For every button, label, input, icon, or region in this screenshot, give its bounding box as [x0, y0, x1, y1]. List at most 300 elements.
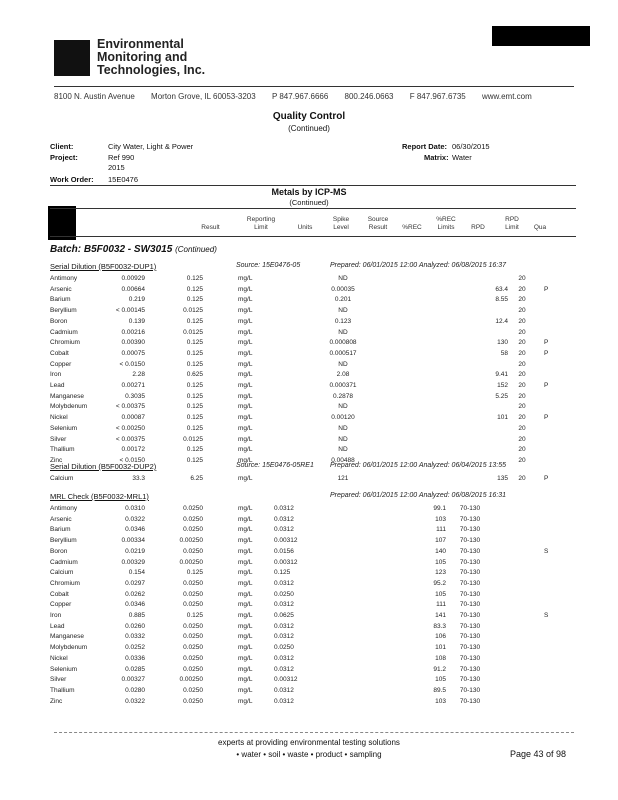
cell-a: Antimony: [50, 275, 78, 282]
cell-rpd: 130: [497, 339, 508, 347]
cell-rpd: 8.55: [495, 296, 508, 304]
cell-rlim: 20: [518, 296, 526, 304]
table-row: [50, 371, 570, 382]
table-row: [50, 591, 570, 602]
cell-r: 0.0260: [125, 622, 145, 630]
table-row: [50, 446, 570, 457]
cell-rpd: 101: [497, 414, 508, 422]
company-phone: P 847.967.6666: [271, 92, 329, 101]
cell-u: mg/L: [238, 424, 253, 432]
cell-r: 0.154: [128, 569, 145, 577]
cell-sk: 0.0625: [274, 612, 294, 619]
cell-rlim: 20: [518, 328, 526, 336]
cell-u: mg/L: [238, 644, 253, 652]
col-spike-level: [326, 216, 356, 232]
col-spike-level-line: Level: [333, 224, 349, 231]
cell-lim: 70-130: [459, 697, 481, 705]
cell-sk: 0.125: [274, 569, 291, 577]
table-row: [50, 644, 570, 655]
table-row: [50, 516, 570, 527]
col-spike-level-line: Spike: [332, 216, 350, 223]
cell-sk: 0.0250: [274, 590, 294, 598]
cell-a: Calcium: [50, 569, 74, 577]
company-fax: F 847.967.6735: [409, 92, 466, 101]
cell-a: Cobalt: [50, 349, 69, 357]
table-row: [50, 318, 570, 329]
cell-a: Lead: [50, 622, 65, 630]
cell-rl: 0.125: [186, 296, 203, 304]
cell-sr: 0.000371: [329, 382, 357, 389]
cell-r: 0.0297: [125, 579, 145, 587]
table-row: [50, 475, 570, 486]
cell-a: Copper: [50, 360, 72, 368]
cell-u: mg/L: [238, 515, 253, 523]
qc-group-prepared: Prepared: 06/01/2015 12:00 Analyzed: 06/04/2015 13:55: [330, 462, 507, 469]
col-source-result-line: Source: [367, 216, 389, 223]
cell-r: < 0.00375: [115, 403, 145, 411]
cell-rec: 141: [435, 612, 446, 619]
cell-u: mg/L: [238, 392, 253, 400]
table-row: [50, 393, 570, 404]
cell-lim: 70-130: [459, 590, 481, 598]
cell-rec: 111: [436, 526, 446, 534]
cell-rl: 0.125: [186, 285, 203, 293]
cell-rec: 99.1: [433, 505, 446, 512]
redaction-block: [492, 26, 590, 46]
cell-sk: 0.0312: [274, 633, 294, 641]
info-divider: [50, 185, 576, 186]
cell-r: 0.0322: [125, 697, 145, 705]
table-row: [50, 307, 570, 318]
col-rpd-limit-line: RPD: [505, 216, 519, 223]
cell-rpd: 5.25: [495, 392, 508, 400]
cell-rec: 106: [435, 633, 446, 641]
cell-u: mg/L: [238, 697, 253, 705]
cell-rlim: 20: [518, 456, 526, 464]
cell-a: Thallium: [50, 686, 75, 694]
cell-rlim: 20: [518, 285, 526, 293]
cell-rec: 111: [436, 601, 446, 609]
cell-sr: 121: [337, 475, 349, 482]
batch-title: [50, 244, 217, 255]
qc-group-source: Source: 15E0476-05: [236, 262, 301, 269]
cell-r: 0.0346: [125, 526, 145, 534]
table-row: [50, 339, 570, 350]
cell-sr: ND: [338, 435, 348, 443]
cell-q: P: [544, 349, 549, 357]
cell-a: Nickel: [50, 654, 68, 662]
cell-rl: 0.0250: [183, 633, 203, 641]
project-label: Project:: [50, 153, 78, 162]
cell-a: Selenium: [50, 424, 78, 432]
table-row: [50, 425, 570, 436]
page-title: Quality Control: [272, 111, 346, 122]
cell-a: Chromium: [50, 339, 80, 347]
cell-sk: 0.0312: [274, 665, 294, 673]
cell-a: Selenium: [50, 665, 78, 673]
cell-rec: 103: [435, 515, 446, 523]
cell-u: mg/L: [238, 275, 253, 282]
cell-lim: 70-130: [459, 665, 481, 673]
cell-r: 0.00075: [121, 349, 145, 357]
table-row: [50, 601, 570, 612]
table-row: [50, 537, 570, 548]
cell-lim: 70-130: [459, 569, 481, 577]
cell-q: P: [544, 414, 549, 422]
cell-rec: 108: [435, 654, 446, 662]
section-title: Metals by ICP-MS: [271, 187, 347, 197]
cell-u: mg/L: [238, 349, 253, 357]
cell-a: Boron: [50, 317, 68, 325]
cell-a: Thallium: [50, 446, 75, 454]
table-row: [50, 633, 570, 644]
cell-a: Beryllium: [50, 537, 77, 545]
company-address-line: [54, 92, 546, 101]
table-row: [50, 329, 570, 340]
cell-r: < 0.0150: [119, 360, 145, 368]
cell-u: mg/L: [238, 612, 253, 619]
cell-sr: 0.00488: [331, 456, 355, 464]
project-value-2: 2015: [108, 163, 125, 172]
cell-r: 0.00334: [121, 537, 145, 545]
col-rec-limits-line: %REC: [436, 216, 456, 223]
col-qualifier: Qua: [533, 224, 547, 231]
col-reporting-limit-line: Reporting: [246, 216, 276, 223]
table-row: [50, 687, 570, 698]
cell-lim: 70-130: [459, 526, 481, 534]
table-row: [50, 382, 570, 393]
workorder-label: Work Order:: [50, 175, 94, 184]
cell-u: mg/L: [238, 622, 253, 630]
report-date-label: Report Date:: [402, 142, 448, 151]
cell-rl: 0.125: [186, 275, 203, 282]
cell-lim: 70-130: [459, 654, 481, 662]
cell-rl: 0.125: [186, 414, 203, 422]
cell-u: mg/L: [238, 328, 253, 336]
cell-rl: 0.0250: [183, 505, 203, 512]
cell-q: P: [544, 475, 549, 482]
table-row: [50, 559, 570, 570]
cell-r: 0.885: [128, 612, 145, 619]
cell-sk: 0.0312: [274, 697, 294, 705]
cell-r: 0.00327: [121, 676, 145, 684]
project-value: Ref 990: [108, 153, 135, 162]
cell-r: 0.0285: [125, 665, 145, 673]
cell-lim: 70-130: [459, 547, 481, 555]
cell-r: 0.0262: [125, 590, 145, 598]
cell-r: 0.00664: [121, 285, 145, 293]
cell-lim: 70-130: [459, 579, 481, 587]
col-units: Units: [297, 224, 313, 231]
cell-u: mg/L: [238, 558, 253, 566]
cell-sk: 0.0156: [274, 547, 294, 555]
col-reporting-limit-line: Limit: [254, 224, 268, 231]
cell-u: mg/L: [238, 686, 253, 694]
company-name-line: Technologies, Inc.: [97, 63, 206, 77]
cell-r: 0.00271: [121, 382, 145, 389]
cell-a: Arsenic: [50, 515, 72, 523]
table-row: [50, 623, 570, 634]
table-row: [50, 350, 570, 361]
cell-rl: 0.0250: [183, 697, 203, 705]
cell-r: 0.0252: [125, 644, 145, 652]
cell-rlim: 20: [518, 475, 526, 482]
cell-u: mg/L: [238, 403, 253, 411]
cell-rpd: 12.4: [495, 317, 508, 325]
cell-a: Molybdenum: [50, 644, 88, 652]
cell-a: Cadmium: [50, 328, 78, 336]
cell-rl: 0.0125: [183, 328, 203, 336]
cell-sr: 0.000517: [329, 349, 357, 357]
cell-u: mg/L: [238, 633, 253, 641]
table-row: [50, 403, 570, 414]
cell-rl: 0.125: [186, 360, 203, 368]
cell-rpd: 135: [497, 475, 508, 482]
cell-r: 0.0322: [125, 515, 145, 523]
cell-rlim: 20: [518, 392, 526, 400]
col-rec: %REC: [402, 224, 422, 231]
cell-u: mg/L: [238, 414, 253, 422]
cell-sr: ND: [338, 424, 348, 432]
table-row: [50, 580, 570, 591]
cell-rl: 0.125: [186, 612, 203, 619]
cell-u: mg/L: [238, 537, 253, 545]
table-row: [50, 275, 570, 286]
cell-u: mg/L: [238, 456, 253, 464]
col-rpd-limit-line: Limit: [505, 224, 519, 231]
cell-a: Cadmium: [50, 558, 78, 566]
report-date-value: 06/30/2015: [452, 142, 490, 151]
client-value: City Water, Light & Power: [108, 142, 194, 151]
cell-rl: 0.125: [186, 403, 203, 411]
table-row: [50, 436, 570, 447]
cell-rl: 0.125: [186, 339, 203, 347]
cell-lim: 70-130: [459, 515, 481, 523]
cell-r: 0.139: [128, 317, 145, 325]
cell-rlim: 20: [518, 414, 526, 422]
cell-q: P: [544, 382, 549, 389]
batch-label: Batch: B5F0032 - SW3015: [50, 244, 173, 255]
cell-u: mg/L: [238, 676, 253, 684]
cell-rl: 0.0250: [183, 526, 203, 534]
workorder-value: 15E0476: [108, 175, 139, 184]
cell-rl: 0.0250: [183, 515, 203, 523]
cell-u: mg/L: [238, 526, 253, 534]
cell-a: Silver: [50, 676, 67, 684]
cell-rl: 0.0250: [183, 644, 203, 652]
matrix-label: Matrix:: [424, 153, 449, 162]
cell-r: 0.0280: [125, 686, 145, 694]
cell-rlim: 20: [518, 403, 526, 411]
cell-rl: 0.0250: [183, 601, 203, 609]
cell-sk: 0.0312: [274, 526, 294, 534]
table-row: [50, 526, 570, 537]
cell-a: Antimony: [50, 505, 78, 512]
cell-rec: 105: [435, 558, 446, 566]
table-row: [50, 612, 570, 623]
cell-a: Chromium: [50, 579, 80, 587]
qc-group-title: Serial Dilution (B5F0032-DUP2): [50, 462, 157, 471]
cell-r: 0.0332: [125, 633, 145, 641]
cell-q: S: [544, 612, 549, 619]
cell-rec: 101: [435, 644, 446, 652]
page-subtitle: (Continued): [288, 124, 330, 133]
cell-a: Boron: [50, 547, 68, 555]
cell-r: < 0.00375: [115, 435, 145, 443]
cell-rec: 89.5: [433, 686, 446, 694]
cell-sr: ND: [338, 446, 348, 454]
cell-sk: 0.0312: [274, 579, 294, 587]
col-rec-limits-line: Limits: [437, 224, 455, 231]
qc-group-title: Serial Dilution (B5F0032-DUP1): [50, 262, 157, 271]
matrix-value: Water: [452, 153, 472, 162]
table-row: [50, 286, 570, 297]
cell-sr: 2.08: [336, 371, 350, 379]
column-header-top-rule: [50, 208, 576, 209]
cell-sk: 0.0312: [274, 654, 294, 662]
cell-rec: 91.2: [433, 665, 446, 673]
cell-lim: 70-130: [459, 601, 481, 609]
cell-sk: 0.0312: [274, 505, 294, 512]
cell-rlim: 20: [518, 307, 526, 315]
cell-u: mg/L: [238, 317, 253, 325]
cell-r: 0.00329: [121, 558, 145, 566]
cell-u: mg/L: [238, 547, 253, 555]
cell-u: mg/L: [238, 285, 253, 293]
cell-a: Iron: [50, 612, 62, 619]
cell-a: Lead: [50, 382, 65, 389]
cell-rpd: 9.41: [495, 371, 508, 379]
cell-sr: 0.000808: [329, 339, 357, 347]
cell-sr: ND: [338, 403, 348, 411]
table-row: [50, 414, 570, 425]
cell-r: 0.0346: [125, 601, 145, 609]
cell-sk: 0.0250: [274, 644, 294, 652]
cell-rlim: 20: [518, 275, 526, 282]
cell-r: 0.0219: [125, 547, 145, 555]
table-row: [50, 698, 570, 709]
col-result: Result: [201, 224, 220, 231]
client-label: Client:: [50, 142, 74, 151]
col-source-result: [360, 216, 396, 232]
cell-rlim: 20: [518, 360, 526, 368]
cell-sk: 0.0312: [274, 622, 294, 630]
cell-u: mg/L: [238, 569, 253, 577]
table-row: [50, 666, 570, 677]
cell-r: 0.3035: [125, 392, 145, 400]
company-name-line: Environmental: [97, 37, 184, 51]
footer-services: • water • soil • waste • product • sampling: [236, 750, 382, 759]
cell-u: mg/L: [238, 446, 253, 454]
cell-u: mg/L: [238, 360, 253, 368]
cell-rl: 0.125: [186, 446, 203, 454]
batch-continued: (Continued): [175, 245, 217, 254]
cell-rec: 95.2: [433, 579, 446, 587]
cell-q: P: [544, 285, 549, 293]
col-rpd: RPD: [471, 224, 485, 231]
cell-rl: 0.00250: [179, 676, 203, 684]
cell-r: < 0.00145: [115, 307, 145, 315]
cell-lim: 70-130: [459, 676, 481, 684]
cell-sr: 0.2878: [333, 392, 353, 400]
cell-rlim: 20: [518, 435, 526, 443]
cell-rl: 0.125: [186, 569, 203, 577]
company-name: [97, 38, 205, 77]
qc-group-title: MRL Check (B5F0032-MRL1): [50, 492, 149, 501]
cell-r: 0.0310: [125, 505, 145, 512]
cell-sr: ND: [338, 307, 348, 315]
redaction-block: [48, 206, 76, 240]
page-number: Page 43 of 98: [510, 749, 567, 759]
cell-rl: 0.00250: [179, 558, 203, 566]
cell-u: mg/L: [238, 665, 253, 673]
cell-rec: 83.3: [433, 622, 446, 630]
cell-rl: 0.0250: [183, 590, 203, 598]
cell-rpd: 63.4: [495, 285, 508, 293]
cell-u: mg/L: [238, 339, 253, 347]
cell-sk: 0.0312: [274, 515, 294, 523]
cell-a: Nickel: [50, 414, 68, 422]
cell-r: 33.3: [132, 475, 145, 482]
cell-rl: 0.125: [186, 382, 203, 389]
company-city: Morton Grove, IL 60053-3203: [151, 92, 256, 101]
cell-r: 0.00390: [121, 339, 145, 347]
cell-sr: ND: [338, 275, 348, 282]
company-web[interactable]: www.emt.com: [481, 92, 532, 101]
cell-u: mg/L: [238, 505, 253, 512]
table-row: [50, 569, 570, 580]
cell-rlim: 20: [518, 317, 526, 325]
cell-sr: ND: [338, 360, 348, 368]
cell-rl: 0.125: [186, 424, 203, 432]
table-row: [50, 655, 570, 666]
cell-u: mg/L: [238, 601, 253, 609]
cell-u: mg/L: [238, 371, 253, 379]
cell-q: P: [544, 339, 549, 347]
cell-a: Iron: [50, 371, 62, 379]
cell-q: S: [544, 547, 549, 555]
cell-lim: 70-130: [459, 633, 481, 641]
cell-rpd: 58: [500, 349, 508, 357]
col-rec-limits: [430, 216, 462, 232]
cell-r: < 0.00250: [115, 424, 145, 432]
cell-rec: 123: [435, 569, 446, 577]
cell-rec: 105: [435, 676, 446, 684]
cell-a: Zinc: [50, 697, 63, 705]
col-reporting-limit: [240, 216, 282, 232]
cell-rec: 140: [435, 547, 446, 555]
table-row: [50, 548, 570, 559]
cell-rl: 0.125: [186, 392, 203, 400]
cell-u: mg/L: [238, 382, 253, 389]
qc-group-source: Source: 15E0476-05RE1: [236, 462, 314, 469]
cell-lim: 70-130: [459, 686, 481, 694]
cell-a: Calcium: [50, 475, 74, 482]
section-subtitle: (Continued): [289, 198, 329, 207]
cell-rl: 0.0250: [183, 547, 203, 555]
cell-r: 0.00216: [121, 328, 145, 336]
table-row: [50, 361, 570, 372]
cell-a: Zinc: [50, 456, 63, 464]
cell-r: < 0.0150: [119, 456, 145, 464]
cell-lim: 70-130: [459, 505, 481, 512]
cell-u: mg/L: [238, 307, 253, 315]
cell-sk: 0.00312: [274, 558, 298, 566]
cell-rlim: 20: [518, 446, 526, 454]
cell-sk: 0.00312: [274, 676, 298, 684]
cell-rl: 0.00250: [179, 537, 203, 545]
table-row: [50, 296, 570, 307]
